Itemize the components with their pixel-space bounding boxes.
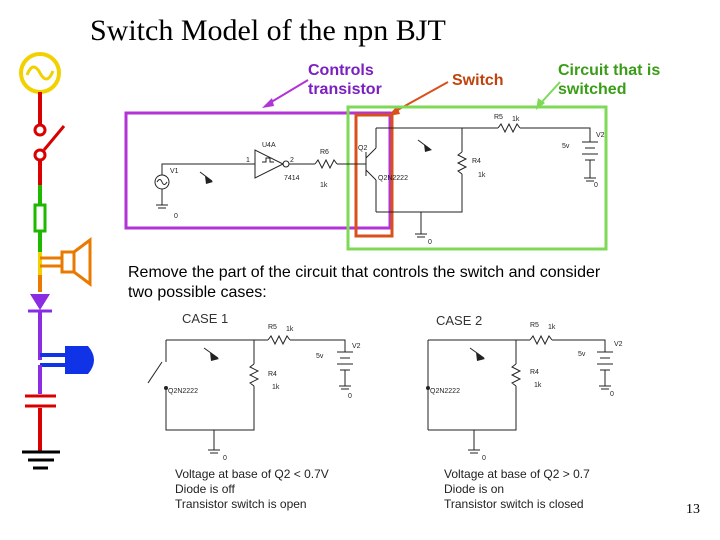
- case1-note-3: Transistor switch is open: [175, 497, 307, 511]
- switch-callout: Switch: [452, 72, 504, 89]
- r5-value: 1k: [512, 116, 520, 123]
- r4-label: R4: [472, 158, 481, 165]
- case1-r5-value: 1k: [286, 326, 294, 333]
- case1-r4-value: 1k: [272, 384, 280, 391]
- r4-value: 1k: [478, 172, 486, 179]
- u4a-label: U4A: [262, 142, 276, 149]
- r6-label: R6: [320, 149, 329, 156]
- case2-v2-value: 5v: [578, 351, 586, 358]
- case2-ground-label-2: 0: [482, 455, 486, 462]
- circuit-callout-line-1: Circuit that is: [558, 62, 661, 79]
- circuit-callout-line-2: switched: [558, 81, 627, 98]
- controls-callout-line-2: transistor: [308, 81, 382, 98]
- top-schematic: [0, 0, 720, 260]
- case2-note-3: Transistor switch is closed: [444, 497, 584, 511]
- case2-r5-label: R5: [530, 322, 539, 329]
- case1-note-1: Voltage at base of Q2 < 0.7V: [175, 467, 329, 481]
- v1-label: V1: [170, 168, 179, 175]
- controls-callout-line-1: Controls: [308, 62, 374, 79]
- instruction-text: Remove the part of the circuit that controls the switch and consider two possible cases:: [128, 264, 601, 301]
- case1-ground-label-2: 0: [223, 455, 227, 462]
- case2-r5-value: 1k: [548, 324, 556, 331]
- case2-note-2: Diode is on: [444, 482, 505, 496]
- case2-note-1: Voltage at base of Q2 > 0.7: [444, 467, 590, 481]
- q2-model: Q2N2222: [378, 175, 408, 182]
- case1-title: CASE 1: [182, 311, 229, 326]
- v2-value: 5v: [562, 143, 570, 150]
- case1-v2-value: 5v: [316, 353, 324, 360]
- ground-label-3: 0: [594, 182, 598, 189]
- case1-v2-label: V2: [352, 343, 361, 350]
- case1-notes: [175, 467, 329, 512]
- case2-notes: [444, 467, 590, 512]
- v2-label: V2: [596, 132, 605, 139]
- case2-ground-label-1: 0: [610, 391, 614, 398]
- controls-region-box: [126, 113, 390, 228]
- case1-ground-label-1: 0: [348, 393, 352, 400]
- case1-r4-label: R4: [268, 371, 277, 378]
- case-schematics: [0, 300, 720, 470]
- callout-arrows: [262, 80, 560, 116]
- r5-label: R5: [494, 114, 503, 121]
- case2-r4-label: R4: [530, 369, 539, 376]
- case2-q-label: Q2N2222: [430, 388, 460, 395]
- case2-v2-label: V2: [614, 341, 623, 348]
- pin2-label: 2: [290, 157, 294, 164]
- case1-note-2: Diode is off: [175, 482, 235, 496]
- ground-label-1: 0: [174, 213, 178, 220]
- case1-r5-label: R5: [268, 324, 277, 331]
- case2-title: CASE 2: [436, 313, 483, 328]
- r6-value: 1k: [320, 182, 328, 189]
- ground-label-2: 0: [428, 239, 432, 246]
- ic-label: 7414: [284, 175, 300, 182]
- slide-title: Switch Model of the npn BJT: [90, 14, 446, 47]
- page-number: 13: [686, 502, 700, 517]
- case2-r4-value: 1k: [534, 382, 542, 389]
- case1-q-label: Q2N2222: [168, 388, 198, 395]
- pin1-label: 1: [246, 157, 250, 164]
- q2-label: Q2: [358, 145, 368, 152]
